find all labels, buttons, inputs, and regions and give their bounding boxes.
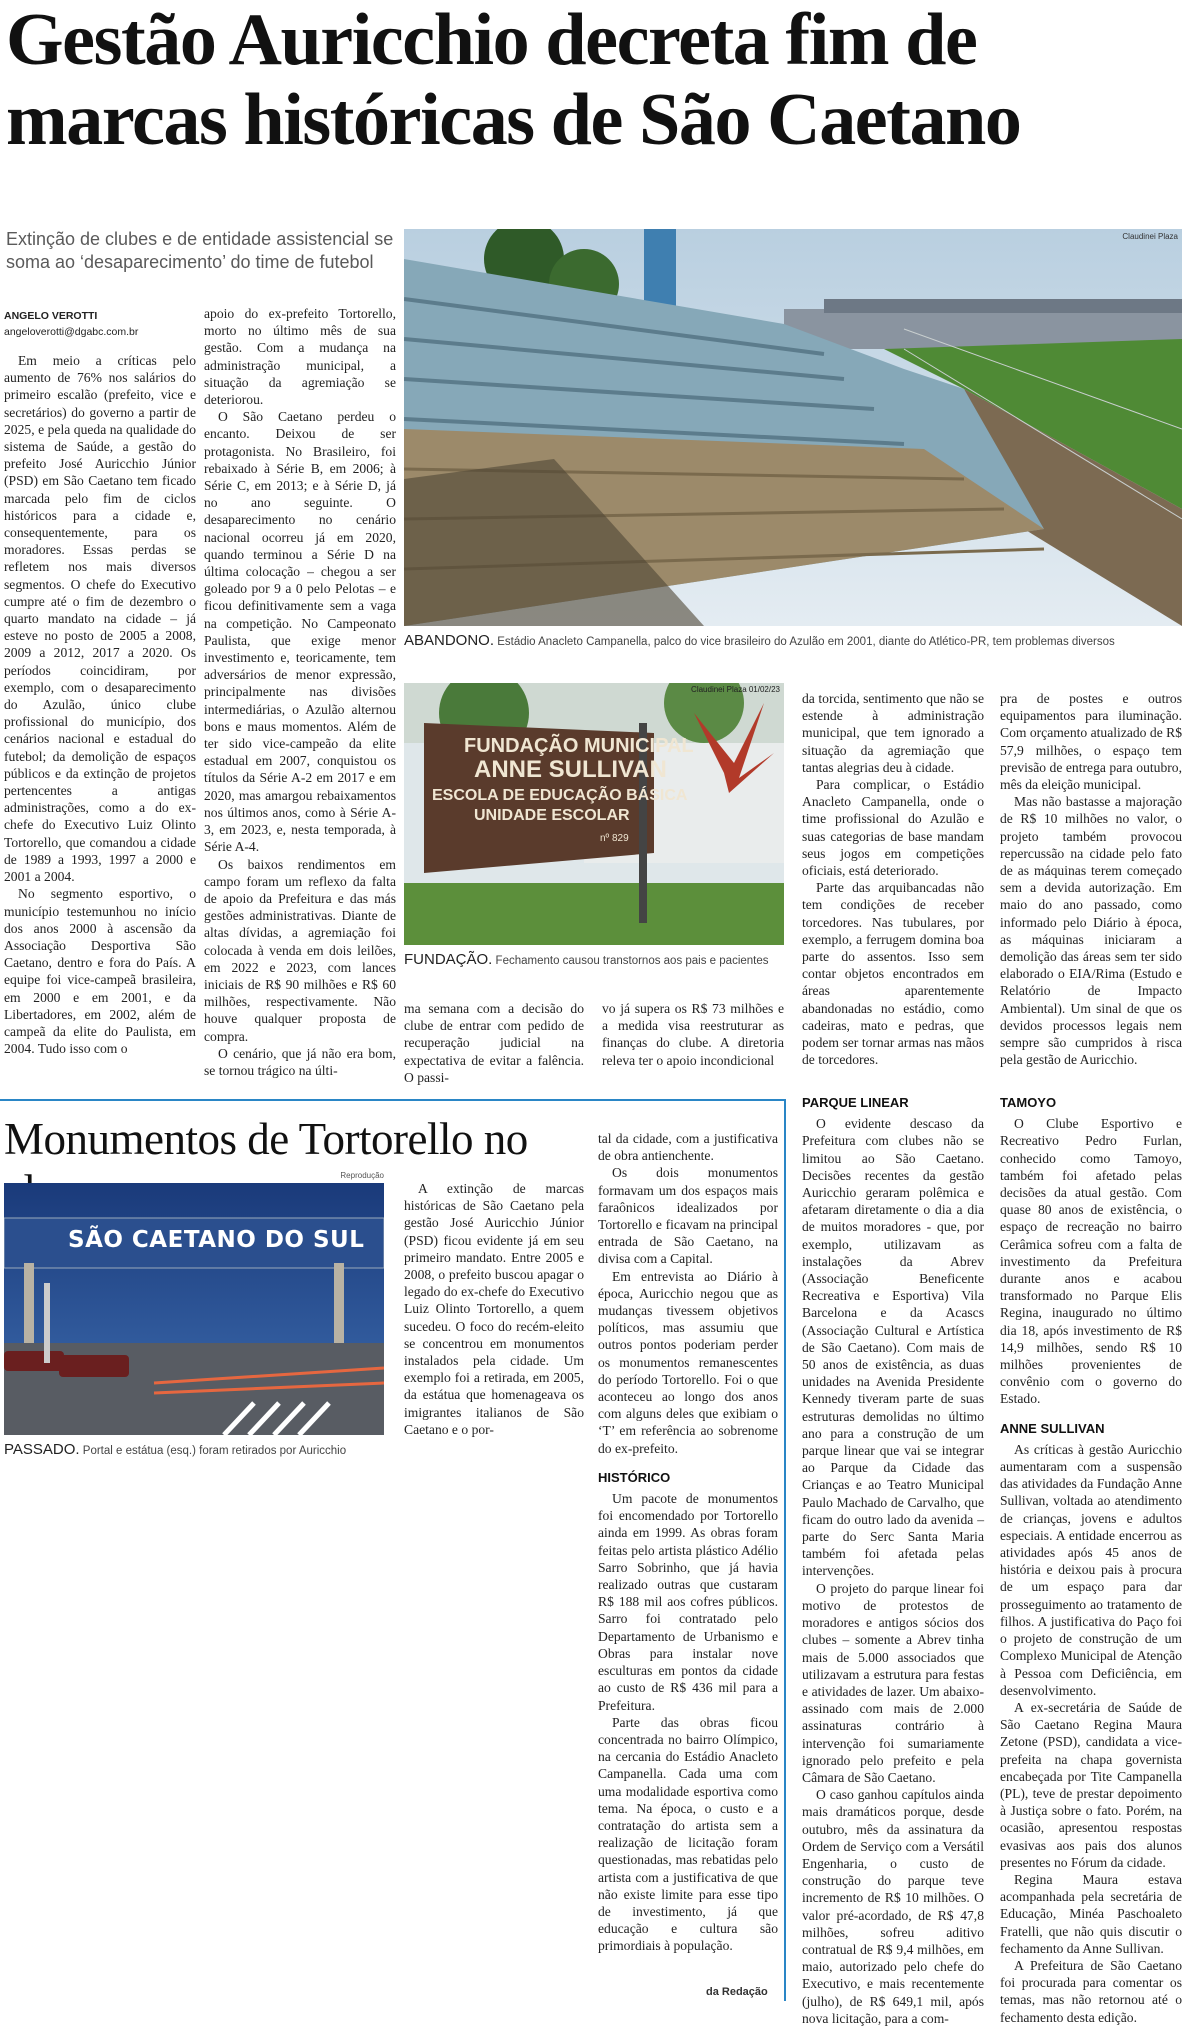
- box-column-a: [404, 1180, 584, 1438]
- sign-line-3: ESCOLA DE EDUCAÇÃO BÁSICA: [432, 787, 688, 804]
- paragraph: Em entrevista ao Diário à época, Auricchio negou que as mudanças tivessem objetivos políticos, mas assumiu que outros pontos poderiam perder os monumentos remanescentes do período Tortorello. Foi o que aconteceu ao longo dos anos com alguns deles que exibiam o ‘T’ em referência ao sobrenome do ex-prefeito.: [598, 1268, 778, 1456]
- parque-linear-column: [802, 1088, 984, 2027]
- paragraph: A Prefeitura de São Caetano foi procurada para comentar os temas, mas não retornou até o fechamento desta edição.: [1000, 1957, 1182, 2025]
- headline: Gestão Auricchio decreta fim de marcas históricas de São Caetano: [6, 0, 1021, 161]
- portal-sign-text: SÃO CAETANO DO SUL: [68, 1227, 365, 1253]
- paragraph: ma semana com a decisão do clube de entrar com pedido de recuperação judicial na expectativa de evitar a falência. O passi-: [404, 1001, 584, 1085]
- paragraph: Para complicar, o Estádio Anacleto Campanella, onde o time profissional do Azulão e suas categorias de base mandam seus jogos em competições oficiais, está deteriorado.: [802, 777, 984, 879]
- caption-text: Estádio Anacleto Campanella, palco do vice brasileiro do Azulão em 2001, diante do Atlético-PR, tem problemas diversos: [494, 636, 1115, 648]
- section-heading: PARQUE LINEAR: [802, 1095, 909, 1110]
- paragraph: A ex-secretária de Saúde de São Caetano Regina Maura Zetone (PSD), candidata a vice-prefeita na chapa governista encabeçada por Tite Campanella (PL), teve de prestar depoimento à Justiça sobre o fato. Porém, na ocasião, apresentou respostas evasivas aos pais dos alunos presentes no Fórum da cidade.: [1000, 1699, 1182, 1870]
- photo-credit: Claudinei Plaza: [1122, 232, 1178, 241]
- sign-line-1: FUNDAÇÃO MUNICIPAL: [464, 735, 694, 757]
- main-column-6: [1000, 690, 1182, 1068]
- main-column-5: [802, 690, 984, 1068]
- paragraph: Os baixos rendimentos em campo foram um reflexo da falta de apoio da Prefeitura e das más gestões administrativas. Diante de altas dívidas, a agremiação foi colocada à venda em dois leilões, em 2022 e 2023, com lances iniciais de R$ 90 milhões e R$ 60 milhões, respectivamente. Não houve qualquer proposta de compra.: [204, 856, 396, 1044]
- paragraph: Regina Maura estava acompanhada pela secretária de Educação, Minéa Paschoaleto Fratelli, que não quis discutir o fechamento da Anne Sullivan.: [1000, 1871, 1182, 1956]
- main-column-2: [204, 305, 396, 1079]
- paragraph: apoio do ex-prefeito Tortorello, morto no último mês de sua gestão. Com a mudança na administração municipal, a situação da agremiação se deteriorou.: [204, 306, 396, 408]
- paragraph: Um pacote de monumentos foi encomendado por Tortorello ainda em 1999. As obras foram feitas pelo artista plástico Adélio Sarro Sobrinho, que já havia realizado outras que custaram R$ 188 mil aos cofres públicos. Sarro foi contratado pelo Departamento de Urbanismo e Obras para instalar nove esculturas em pontos da cidade ao custo de R$ 436 mil para a Prefeitura.: [598, 1491, 778, 1713]
- paragraph: Os dois monumentos formavam um dos espaços mais faraônicos idealizados por Tortorello e ficavam na principal entrada de São Caetano, na divisa com a Capital.: [598, 1165, 778, 1267]
- paragraph: pra de postes e outros equipamentos para iluminação. Com orçamento atualizado de R$ 57,9 milhões, o espaço tem previsão de entrega para outubro, mês da eleição municipal.: [1000, 691, 1182, 793]
- paragraph: da torcida, sentimento que não se estende à administração municipal, que tem ignorado a situação da agremiação que tantas alegrias deu à cidade.: [802, 691, 984, 775]
- paragraph: O São Caetano perdeu o encanto. Deixou de ser protagonista. No Brasileiro, foi rebaixado à Série B, em 2006; à Série C, em 2013; e à Série D, já no ano seguinte. O desaparecimento no cenário nacional ocorreu já em 2020, quando terminou a Série D na última colocação – chegou a ser goleado por 9 a 0 pelo Pelotas – e ficou definitivamente sem a vaga na competição. No Campeonato Paulista, que exige menor investimento e, teoricamente, tem adversários de menor expressão, principalmente nas divisões intermediárias, o Azulão alternou bons e maus momentos. Além de ter sido vice-campeão da elite estadual em 2007, conquistou os títulos da Série A-2 em 2017 e em 2020, mas amargou rebaixamentos nos últimos anos, como à Série A-3, em 2023, e, nesta temporada, à Série A-4.: [204, 409, 396, 855]
- box-title: Monumentos de Tortorello no: [4, 1114, 528, 1164]
- paragraph: Mas não bastasse a majoração de R$ 10 milhões no valor, o projeto também provocou repercussão na cidade pelo fato de as máquinas terem começado sem a devida autorização. Em maio do ano passado, como informado pelo Diário à época, as máquinas iniciaram a demolição das áreas sem ter sido elaborado o EIA/Rima (Estudo e Relatório de Impacto Ambiental). Um sinal de que os devidos processos legais nem sempre são cumpridos à risca pela gestão de Auricchio.: [1000, 794, 1182, 1068]
- main-column-4: [602, 1000, 784, 1069]
- caption-lead: PASSADO.: [4, 1441, 80, 1458]
- photo-fundacao: [404, 683, 784, 945]
- photo-credit: Claudinei Plaza 01/02/23: [691, 685, 780, 694]
- stadium-illustration: [404, 229, 1182, 626]
- paragraph: No segmento esportivo, o município testemunhou no início dos anos 2000 à ascensão da Associação Desportiva São Caetano, dentro e fora do País. A equipe foi vice-campeã brasileira, em 2000 e em 2001, e da Libertadores, em 2002, além de campeã da elite do Paulista, em 2004. Tudo isso com o: [4, 886, 196, 1057]
- paragraph: O projeto do parque linear foi motivo de protestos de moradores e antigos sócios dos clubes – somente a Abrev tinha mais de 5.000 associados que utilizavam a estrutura para festas e atividades de lazer. Um abaixo-assinado com mais de 2.000 assinaturas contrário à intervenção foi sumariamente ignorado pelo prefeito e pela Câmara de São Caetano.: [802, 1580, 984, 1785]
- paragraph: A extinção de marcas históricas de São Caetano pela gestão José Auricchio Júnior (PSD) ficou evidente já em seu primeiro mandato. Entre 2005 e 2008, o prefeito buscou apagar o legado do ex-chefe do Executivo Luiz Olinto Tortorello, a quem sucedeu. O foco do recém-eleito se concentrou em monumentos instalados pela cidade. Um exemplo foi a retirada, em 2005, da estátua que homenageava os imigrantes italianos de São Caetano e o por-: [404, 1181, 584, 1437]
- paragraph: O cenário, que já não era bom, se tornou trágico na últi-: [204, 1045, 396, 1078]
- paragraph: As críticas à gestão Auricchio aumentaram com a suspensão das atividades da Fundação Anne Sullivan, voltada ao atendimento de crianças, jovens e adultos especiais. A entidade encerrou as atividades após 45 anos de história e deixou pais à procura de um espaço para dar prosseguimento ao tratamento de filhos. A justificativa do Paço foi o projeto de construção de um Complexo Municipal de Atenção à Pessoa com Deficiência, em desenvolvimento.: [1000, 1441, 1182, 1698]
- paragraph: Parte das obras ficou concentrada no bairro Olímpico, na cercania do Estádio Anacleto Campanella. Cada uma com uma modalidade esportiva como tema. Na época, o custo e a contratação do artista sem a realização de licitação foram questionadas, mas rebatidas pelo artista com a justificativa de que não existe limite para esse tipo de investimento, já que educação e cultura são primordiais à população.: [598, 1714, 778, 1954]
- section-heading: HISTÓRICO: [598, 1469, 671, 1485]
- sign-line-2: ANNE SULLIVAN: [474, 756, 667, 783]
- portal-illustration: [4, 1183, 384, 1435]
- box-top-rule: [0, 1099, 786, 1101]
- caption-lead: ABANDONO.: [404, 632, 495, 649]
- section-heading: TAMOYO: [1000, 1095, 1057, 1110]
- sign-number: nº 829: [600, 833, 629, 844]
- caption-text: Portal e estátua (esq.) foram retirados por Auricchio: [79, 1445, 347, 1457]
- caption-text: Fechamento causou transtornos aos pais e pacientes: [492, 955, 769, 967]
- section-heading: ANNE SULLIVAN: [1000, 1420, 1105, 1436]
- photo-stadium: [404, 229, 1182, 626]
- paragraph: Em meio a críticas pelo aumento de 76% nos salários do primeiro escalão (prefeito, vice e secretários) do governo a partir de 2025, e pela queda na qualidade do sistema de Saúde, a gestão do prefeito José Auricchio Júnior (PSD) em São Caetano tem ficado marcada pelo fim de ciclos históricos para a cidade e, consequentemente, para os moradores. Essas perdas se refletem nos mais diversos segmentos. O chefe do Executivo cumpre até o fim de dezembro o quarto mandato na cidade – já esteve no posto de 2005 a 2008, 2009 a 2012, 2017 a 2020. Os períodos coincidiram, por exemplo, com o desaparecimento do Azulão, único clube profissional do município, dos cenários nacional e estadual do futebol; da demolição de espaços públicos e da extinção de projetos pertencentes a antigas administrações, como a do ex-chefe do Executivo Luiz Olinto Tortorello, que comandou a cidade de 1989 a 1993, 1997 a 2000 e 2001 a 2004.: [4, 353, 196, 885]
- paragraph: O Clube Esportivo e Recreativo Pedro Furlan, conhecido como Tamoyo, também foi afetado pelas decisões da atual gestão. Com quase 80 anos de existência, o espaço de recreação no bairro Cerâmica sofreu com a falta de investimento da Prefeitura durante anos e acabou transformado no Parque Elis Regina, inaugurado no último dia 18, após investimento de R$ 14,9 milhões, sendo R$ 10 milhões provenientes de convênio com o governo do Estado.: [1000, 1116, 1182, 1407]
- paragraph: O evidente descaso da Prefeitura com clubes não se limitou ao São Caetano. Decisões recentes da gestão Auricchio geraram polêmica e afetaram diretamente o dia a dia de muitos moradores - que, por exemplo, utilizavam as instalações da Abrev (Associação Beneficente Recreativa e Esportiva) Vila Barcelona e da Acascs (Associação Cultural e Artística de São Caetano). Com mais de 50 anos de existência, as duas unidades na Avenida Presidente Kennedy tiveram parte de suas estruturas demolidas no último ano para a construção de um parque linear que vai se integrar ao Parque da Cidade das Crianças e ao Teatro Municipal Paulo Machado de Carvalho, que ficam do outro lado da avenida – parte do Serc Santa Maria também foi afetada pelas intervenções.: [802, 1116, 984, 1579]
- box-column-b: [598, 1130, 778, 1955]
- main-column-1: [4, 352, 196, 1057]
- subheadline: Extinção de clubes e de entidade assistencial se soma ao ‘desaparecimento’ do time de futebol: [6, 229, 394, 272]
- caption-lead: FUNDAÇÃO.: [404, 951, 493, 968]
- photo-caption: [404, 951, 784, 968]
- box-right-rule: [784, 1099, 786, 2001]
- sign-line-4: UNIDADE ESCOLAR: [474, 807, 630, 824]
- photo-portal: [4, 1183, 384, 1435]
- paragraph: Parte das arquibancadas não tem condições de receber torcedores. Nas tubulares, por exemplo, a ferrugem domina boa parte do assentos. Isso sem contar objetos encontrados em áreas aparentemente abandonadas no estádio, como cadeiras, mato e pedras, que podem ser tornar armas nas mãos de torcedores.: [802, 880, 984, 1068]
- tamoyo-anne-column: [1000, 1088, 1182, 2026]
- paragraph: tal da cidade, com a justificativa de obra antienchente.: [598, 1131, 778, 1164]
- byline-email[interactable]: angeloverotti@dgabc.com.br: [4, 326, 139, 338]
- paragraph: O caso ganhou capítulos ainda mais dramáticos porque, desde outubro, mês da assinatura da Ordem de Serviço com a Versátil Engenharia, o custo de construção do parque teve incremento de R$ 10 milhões. O valor pré-acordado, de R$ 47,8 milhões, sofreu aditivo contratual de R$ 9,4 milhões, em maio, autorizado pelo chefe do Executivo, e mais recentemente (julho), de R$ 649,1 mil, após nova licitação, para a com-: [802, 1787, 984, 2026]
- paragraph: vo já supera os R$ 73 milhões e a medida visa reestruturar as finanças do clube. A diretoria releva ter o apoio incondicional: [602, 1001, 784, 1068]
- photo-caption: [4, 1441, 384, 1458]
- byline-author: ANGELO VEROTTI: [4, 310, 98, 322]
- byline-signature: da Redação: [706, 1986, 768, 1998]
- photo-credit-label: Reprodução: [340, 1171, 384, 1180]
- photo-caption: [404, 632, 1182, 649]
- main-column-3: [404, 1000, 584, 1086]
